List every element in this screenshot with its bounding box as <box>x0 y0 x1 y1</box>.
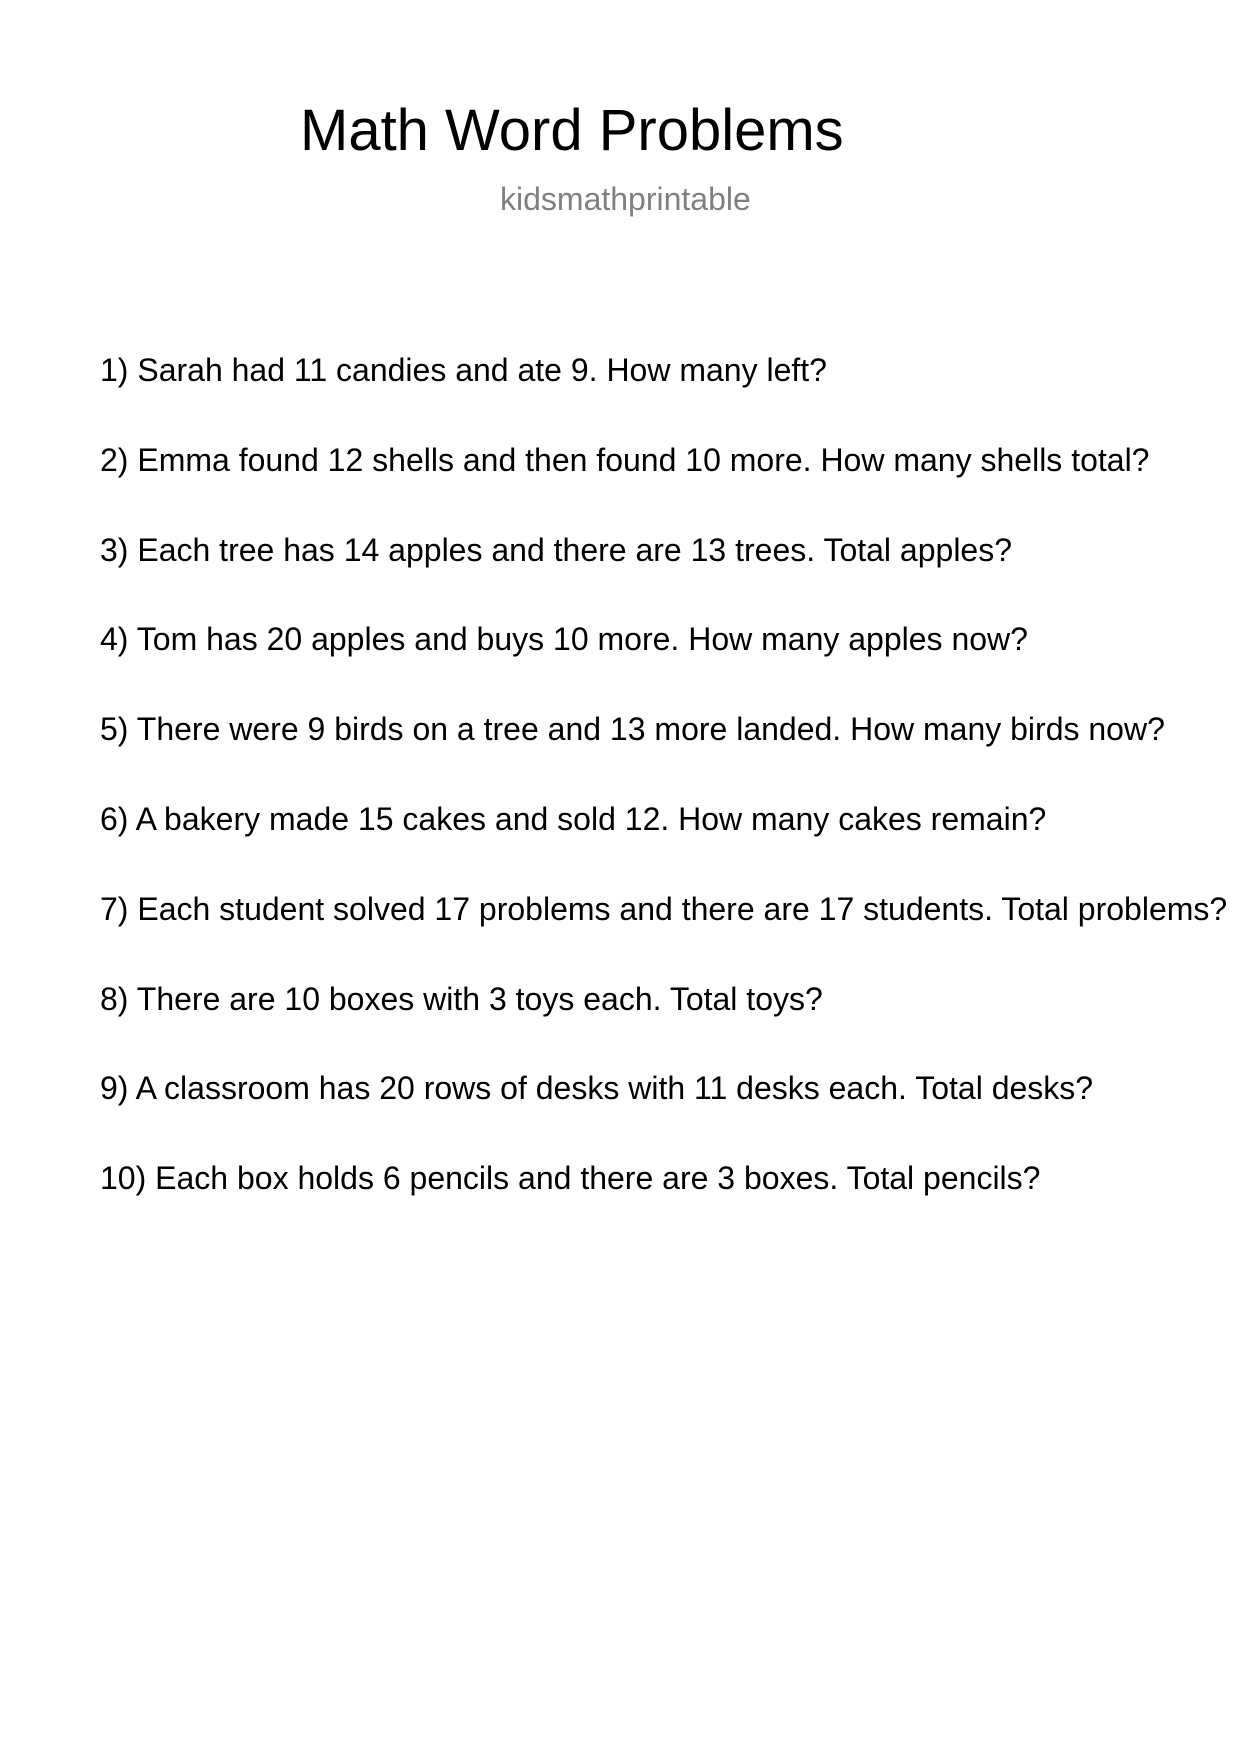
page-title: Math Word Problems <box>300 98 844 163</box>
page-subtitle: kidsmathprintable <box>500 181 751 217</box>
problem-item: 5) There were 9 birds on a tree and 13 more landed. How many birds now? <box>100 711 1165 748</box>
problem-item: 1) Sarah had 11 candies and ate 9. How many left? <box>100 352 827 388</box>
problem-item: 6) A bakery made 15 cakes and sold 12. How many cakes remain? <box>100 800 1047 837</box>
problem-item: 8) There are 10 boxes with 3 toys each. Total toys? <box>100 980 823 1017</box>
problem-item: 4) Tom has 20 apples and buys 10 more. How many apples now? <box>100 621 1028 658</box>
problem-item: 10) Each box holds 6 pencils and there are 3 boxes. Total pencils? <box>100 1160 1041 1197</box>
problem-item: 7) Each student solved 17 problems and there are 17 students. Total problems? <box>100 890 1228 927</box>
problem-list <box>100 350 1227 1248</box>
problem-item: 3) Each tree has 14 apples and there are 13 trees. Total apples? <box>100 531 1013 568</box>
problem-item: 9) A classroom has 20 rows of desks with 11 desks each. Total desks? <box>100 1070 1094 1107</box>
problem-item: 2) Emma found 12 shells and then found 10 more. How many shells total? <box>100 441 1150 478</box>
